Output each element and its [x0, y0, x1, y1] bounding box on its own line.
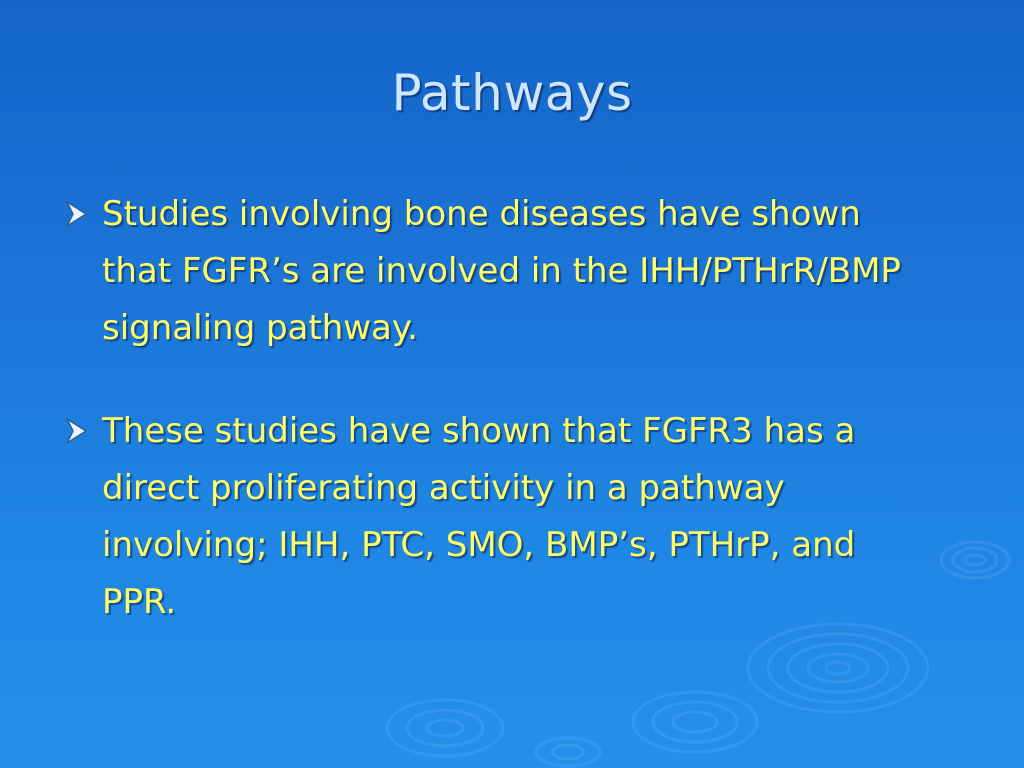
bullet-item [60, 186, 940, 357]
arrowhead-bullet-icon [64, 416, 90, 446]
bullet-item [60, 403, 940, 631]
bullet-text: Studies involving bone diseases have shown that FGFR’s are involved in the IHH/PTHrR/BMP signaling pathway. [102, 194, 901, 348]
slide-title: Pathways [391, 64, 633, 122]
arrowhead-bullet-icon [64, 199, 90, 229]
bullet-list [60, 186, 940, 677]
bullet-text: These studies have shown that FGFR3 has a direct proliferating activity in a pathway involving; IHH, PTC, SMO, BMP’s, PTHrP, and PPR. [102, 411, 856, 622]
